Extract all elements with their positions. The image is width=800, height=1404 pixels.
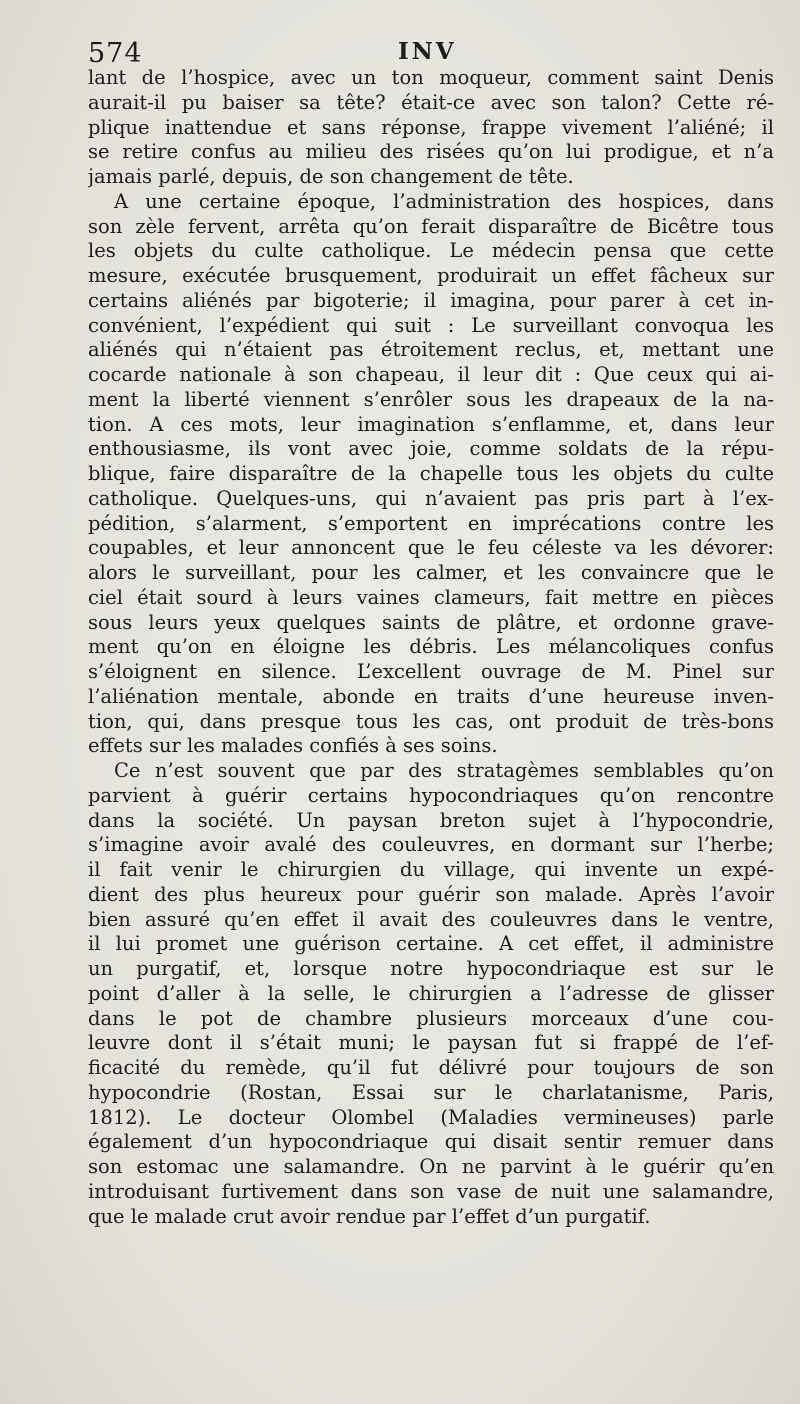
text-line: aurait-il pu baiser sa tête? était-ce avec son talon? Cette ré- <box>88 90 774 114</box>
text-line: ciel était sourd à leurs vaines clameurs, fait mettre en pièces <box>88 585 774 609</box>
text-line: ment qu’on en éloigne les débris. Les mélancoliques confus <box>88 635 774 659</box>
text-line: plique inattendue et sans réponse, frappe vivement l’aliéné; il <box>88 115 774 139</box>
text-line: hypocondrie (Rostan, Essai sur le charlatanisme, Paris, <box>88 1080 774 1104</box>
body-text <box>88 66 774 1229</box>
text-line: parvient à guérir certains hypocondriaques qu’on rencontre <box>88 783 774 807</box>
text-line: l’aliénation mentale, abonde en traits d’une heureuse inven- <box>88 684 774 708</box>
text-line: convénient, l’expédient qui suit : Le surveillant convoqua les <box>88 313 774 337</box>
text-line: lant de l’hospice, avec un ton moqueur, comment saint Denis <box>88 66 774 89</box>
text-line: bien assuré qu’en effet il avait des couleuvres dans le ventre, <box>88 907 774 931</box>
text-line: se retire confus au milieu des risées qu’on lui prodigue, et n’a <box>88 140 774 164</box>
text-line: dans la société. Un paysan breton sujet à l’hypocondrie, <box>88 808 774 832</box>
text-line: certains aliénés par bigoterie; il imagina, pour parer à cet in- <box>88 288 774 312</box>
text-line: A une certaine époque, l’administration des hospices, dans <box>114 189 774 213</box>
text-line: Ce n’est souvent que par des stratagèmes semblables qu’on <box>114 759 774 782</box>
text-line: également d’un hypocondriaque qui disait sentir remuer dans <box>88 1130 774 1154</box>
text-line: il lui promet une guérison certaine. A cet effet, il administre <box>88 932 774 956</box>
text-line: introduisant furtivement dans son vase de nuit une salamandre, <box>88 1179 774 1203</box>
text-line: enthousiasme, ils vont avec joie, comme soldats de la répu- <box>88 437 774 461</box>
text-line: jamais parlé, depuis, de son changement de tête. <box>88 165 574 188</box>
running-head: INV <box>398 38 457 65</box>
text-line: coupables, et leur annoncent que le feu céleste va les dévorer: <box>88 536 774 560</box>
text-line: dient des plus heureux pour guérir son malade. Après l’avoir <box>88 882 774 906</box>
text-line: il fait venir le chirurgien du village, qui invente un expé- <box>88 858 774 881</box>
text-line: sous leurs yeux quelques saints de plâtre, et ordonne grave- <box>88 610 774 634</box>
text-line: ment la liberté viennent s’enrôler sous les drapeaux de la na- <box>88 387 774 411</box>
text-line: effets sur les malades confiés à ses soins. <box>88 734 498 758</box>
text-line: ficacité du remède, qu’il fut délivré pour toujours de son <box>88 1056 774 1079</box>
text-line: que le malade crut avoir rendue par l’effet d’un purgatif. <box>88 1204 651 1228</box>
text-line: son zèle fervent, arrêta qu’on ferait disparaître de Bicêtre tous <box>88 214 774 238</box>
text-line: leuvre dont il s’était muni; le paysan fut si frappé de l’ef- <box>88 1031 774 1055</box>
text-line: mesure, exécutée brusquement, produirait un effet fâcheux sur <box>88 264 774 287</box>
text-line: cocarde nationale à son chapeau, il leur dit : Que ceux qui ai- <box>88 363 774 386</box>
text-line: catholique. Quelques-uns, qui n’avaient pas pris part à l’ex- <box>88 486 774 510</box>
text-line: blique, faire disparaître de la chapelle tous les objets du culte <box>88 462 774 485</box>
text-line: pédition, s’alarment, s’emportent en imprécations contre les <box>88 511 774 535</box>
text-line: un purgatif, et, lorsque notre hypocondriaque est sur le <box>88 957 774 980</box>
text-line: tion. A ces mots, leur imagination s’enflamme, et, dans leur <box>88 412 774 436</box>
text-line: s’imagine avoir avalé des couleuvres, en dormant sur l’herbe; <box>88 833 774 857</box>
text-line: point d’aller à la selle, le chirurgien a l’adresse de glisser <box>88 981 774 1005</box>
text-line: 1812). Le docteur Olombel (Maladies vermineuses) parle <box>88 1105 774 1129</box>
text-line: dans le pot de chambre plusieurs morceaux d’une cou- <box>88 1006 774 1030</box>
text-line: les objets du culte catholique. Le médecin pensa que cette <box>88 239 774 263</box>
page-number: 574 <box>88 38 143 69</box>
text-line: son estomac une salamandre. On ne parvint à le guérir qu’en <box>88 1155 774 1178</box>
text-line: tion, qui, dans presque tous les cas, ont produit de très-bons <box>88 709 774 733</box>
text-line: s’éloignent en silence. L’excellent ouvrage de M. Pinel sur <box>88 660 774 683</box>
text-line: aliénés qui n’étaient pas étroitement reclus, et, mettant une <box>88 338 774 362</box>
text-line: alors le surveillant, pour les calmer, et les convaincre que le <box>88 561 774 584</box>
